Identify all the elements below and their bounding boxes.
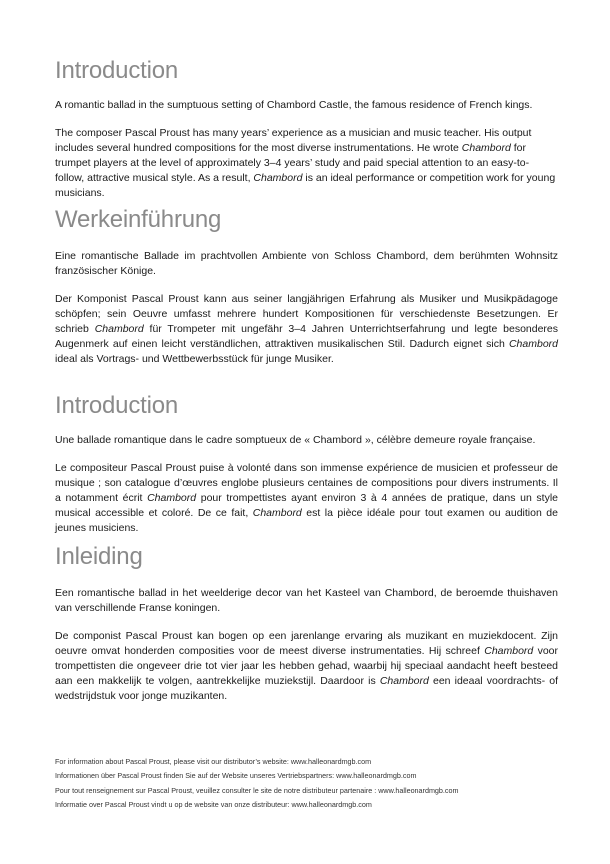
- footer-line-french: Pour tout renseignement sur Pascal Proust, veuillez consulter le site de notre distributeur partenaire : www.halleonardmgb.com: [55, 785, 459, 795]
- section-french: [55, 392, 558, 536]
- section-heading: Introduction: [55, 57, 179, 84]
- body-paragraph: Le compositeur Pascal Proust puise à volonté dans son immense expérience de musicien et professeur de musique ; son catalogue d’œuvres englobe plusieurs centaines de compositions pour divers instruments. Il a notamment écrit Chambord pour trompettistes ayant environ 3 à 4 années de pratique, dans un style musical accessible et coloré. De ce fait, Chambord est la pièce idéale pour tout examen ou audition de jeunes musiciens.: [55, 462, 558, 534]
- section-dutch: [55, 543, 558, 704]
- footer-line-english: For information about Pascal Proust, please visit our distributor’s website: www.halleonardmgb.com: [55, 757, 372, 766]
- body-paragraph: Der Komponist Pascal Proust kann aus seiner langjährigen Erfahrung als Musiker und Musikpädagoge schöpfen; sein Oeuvre umfasst mehrere hundert Kompositionen für verschiedenste Besetzungen. Er schrieb Chambord für Trompeter mit ungefähr 3–4 Jahren Unterrichtserfahrung und legte besonderes Augenmerk auf einen leicht verständlichen, attraktiven musikalischen Stil. Dadurch eignet sich Chambord ideal als Vortrags- und Wettbewerbsstück für junge Musiker.: [55, 293, 559, 365]
- section-english: [55, 57, 558, 201]
- intro-paragraph: Een romantische ballad in het weelderige decor van het Kasteel van Chambord, de beroemde thuishaven van verschillende Franse koningen.: [55, 587, 558, 614]
- intro-paragraph: Une ballade romantique dans le cadre somptueux de « Chambord », célèbre demeure royale française.: [55, 434, 536, 446]
- footer-line-german: Informationen über Pascal Proust finden Sie auf der Website unseres Vertriebspartners: www.halleonardmgb.com: [55, 771, 417, 781]
- section-german: [55, 206, 558, 367]
- intro-paragraph: Eine romantische Ballade im prachtvollen Ambiente von Schloss Chambord, dem berühmten Wohnsitz französischer Könige.: [55, 250, 558, 277]
- footer-notes: [55, 755, 575, 812]
- body-paragraph: De componist Pascal Proust kan bogen op een jarenlange ervaring als muzikant en muziekdocent. Zijn oeuvre omvat honderden composities voor de meest diverse instrumentaties. Hij schreef Chambord voor trompettisten die ongeveer drie tot vier jaar les hebben gehad, waarbij hij speciaal aandacht heeft besteed aan een makkelijk te volgen, aantrekkelijke muziekstijl. Daardoor is Chambord een ideaal voordrachts- of wedstrijdstuk voor jonge muzikanten.: [55, 630, 559, 702]
- body-paragraph: The composer Pascal Proust has many years’ experience as a musician and music teacher. His output includes several hundred compositions for the most diverse instrumentations. He wrote Chambord for trumpet players at the level of approximately 3–4 years’ study and paid special attention to an easy-to-follow, attractive musical style. As a result, Chambord is an ideal performance or competition work for young musicians.: [55, 127, 556, 199]
- section-heading: Introduction: [55, 392, 179, 419]
- footer-line-dutch: Informatie over Pascal Proust vindt u op de website van onze distributeur: www.halleonardmgb.com: [55, 799, 372, 809]
- intro-paragraph: A romantic ballad in the sumptuous setting of Chambord Castle, the famous residence of French kings.: [55, 99, 533, 111]
- section-heading: Inleiding: [55, 543, 143, 570]
- section-heading: Werkeinführung: [55, 206, 222, 233]
